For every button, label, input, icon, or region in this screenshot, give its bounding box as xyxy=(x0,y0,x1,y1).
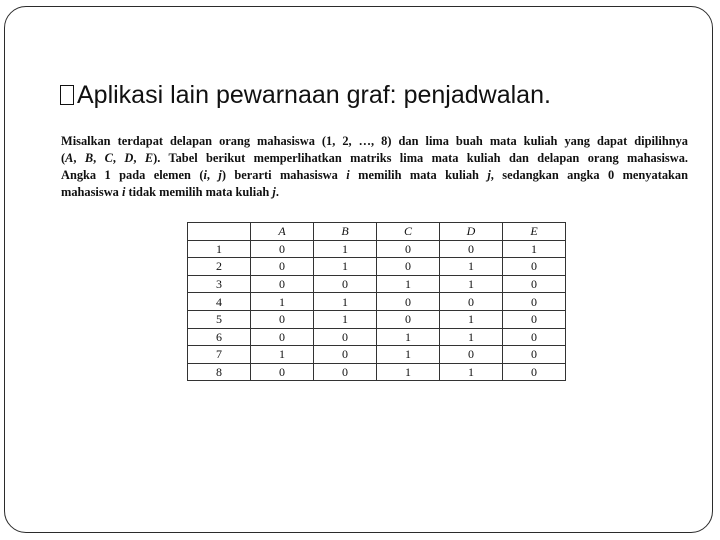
row-label-cell: 4 xyxy=(188,293,251,311)
table-cell: 1 xyxy=(251,293,314,311)
row-label-cell: 3 xyxy=(188,275,251,293)
table-cell: 1 xyxy=(251,346,314,364)
table-cell: 0 xyxy=(377,293,440,311)
paragraph-italic-text: i xyxy=(121,185,126,199)
paragraph-line xyxy=(61,167,688,184)
table-row xyxy=(188,258,566,276)
table-cell: 0 xyxy=(440,346,503,364)
table-cell: 0 xyxy=(314,346,377,364)
table-cell: 0 xyxy=(440,240,503,258)
table-cell: 0 xyxy=(377,310,440,328)
table-cell: 1 xyxy=(377,363,440,381)
column-header-a: A xyxy=(251,223,314,241)
paragraph-italic-text: i xyxy=(346,168,350,182)
table-header-row xyxy=(188,223,566,241)
paragraph-text: , xyxy=(73,151,85,165)
table-cell: 0 xyxy=(251,363,314,381)
table-cell: 0 xyxy=(440,293,503,311)
paragraph-text: , xyxy=(206,168,219,182)
row-label-cell: 2 xyxy=(188,258,251,276)
table-cell: 1 xyxy=(377,346,440,364)
table-corner-cell xyxy=(188,223,251,241)
table-cell: 0 xyxy=(503,258,566,276)
row-label-cell: 1 xyxy=(188,240,251,258)
table-row xyxy=(188,346,566,364)
column-header-b: B xyxy=(314,223,377,241)
paragraph-text: tidak memilih mata kuliah xyxy=(125,185,273,199)
slide-title-text: Aplikasi lain pewarnaan graf: penjadwalan. xyxy=(77,81,551,109)
table-row xyxy=(188,293,566,311)
table-row xyxy=(188,328,566,346)
table-row xyxy=(188,275,566,293)
table-cell: 1 xyxy=(440,328,503,346)
table-cell: 0 xyxy=(314,328,377,346)
row-label-cell: 6 xyxy=(188,328,251,346)
table-cell: 0 xyxy=(314,363,377,381)
table-cell: 1 xyxy=(314,310,377,328)
table-cell: 0 xyxy=(377,258,440,276)
paragraph-text: , xyxy=(133,151,145,165)
paragraph-italic-text: A xyxy=(65,151,74,165)
table-cell: 1 xyxy=(440,258,503,276)
paragraph-text: , sedangkan angka 0 menyatakan xyxy=(490,168,688,182)
table-cell: 0 xyxy=(314,275,377,293)
table-cell: 0 xyxy=(503,328,566,346)
table-cell: 0 xyxy=(251,258,314,276)
paragraph-line xyxy=(61,133,688,150)
paragraph-text: memilih mata kuliah xyxy=(349,168,488,182)
paragraph-line xyxy=(61,150,688,167)
bullet-box-icon xyxy=(60,85,74,105)
paragraph-italic-text: C xyxy=(104,151,113,165)
table-cell: 1 xyxy=(314,240,377,258)
table-cell: 0 xyxy=(503,275,566,293)
table-cell: 1 xyxy=(377,328,440,346)
table-cell: 0 xyxy=(503,293,566,311)
paragraph-italic-text: i xyxy=(203,168,207,182)
paragraph-text: ). Tabel berikut memperlihatkan matriks lima mata kuliah dan delapan orang mahasiswa. xyxy=(153,151,688,165)
paragraph-italic-text: j xyxy=(487,168,491,182)
paragraph-italic-text: B xyxy=(84,151,94,165)
table-row xyxy=(188,310,566,328)
paragraph-text: . xyxy=(275,185,279,199)
table-cell: 1 xyxy=(503,240,566,258)
paragraph-text: Angka 1 pada elemen ( xyxy=(61,168,204,182)
column-header-d: D xyxy=(440,223,503,241)
column-header-c: C xyxy=(377,223,440,241)
paragraph-text: ) berarti mahasiswa xyxy=(221,168,347,182)
paragraph-text: , xyxy=(112,151,125,165)
table-row xyxy=(188,363,566,381)
paragraph-italic-text: D xyxy=(124,151,134,165)
table-cell: 0 xyxy=(251,240,314,258)
paragraph-text: ( xyxy=(61,151,66,165)
paragraph-italic-text: j xyxy=(218,168,222,182)
table-cell: 0 xyxy=(251,275,314,293)
paragraph-text: Misalkan terdapat delapan orang mahasiswa (1, 2, …, 8) dan lima buah mata kuliah yang dapat dipilihnya xyxy=(61,134,688,148)
row-label-cell: 5 xyxy=(188,310,251,328)
paragraph-line xyxy=(61,184,688,201)
row-label-cell: 7 xyxy=(188,346,251,364)
paragraph-text: , xyxy=(93,151,105,165)
table-cell: 0 xyxy=(503,363,566,381)
table-cell: 1 xyxy=(314,293,377,311)
table-cell: 1 xyxy=(314,258,377,276)
table-cell: 0 xyxy=(377,240,440,258)
paragraph-text: mahasiswa xyxy=(61,185,122,199)
table-cell: 0 xyxy=(251,328,314,346)
paragraph-italic-text: j xyxy=(272,185,276,199)
table-cell: 1 xyxy=(440,275,503,293)
table-row xyxy=(188,240,566,258)
table-cell: 0 xyxy=(251,310,314,328)
column-header-e: E xyxy=(503,223,566,241)
description-paragraph xyxy=(61,133,688,201)
table-cell: 0 xyxy=(503,346,566,364)
course-selection-matrix xyxy=(187,222,566,381)
row-label-cell: 8 xyxy=(188,363,251,381)
table-cell: 1 xyxy=(440,363,503,381)
table-cell: 1 xyxy=(440,310,503,328)
table-cell: 1 xyxy=(377,275,440,293)
paragraph-italic-text: E xyxy=(144,151,154,165)
table-cell: 0 xyxy=(503,310,566,328)
slide-title xyxy=(60,80,551,110)
